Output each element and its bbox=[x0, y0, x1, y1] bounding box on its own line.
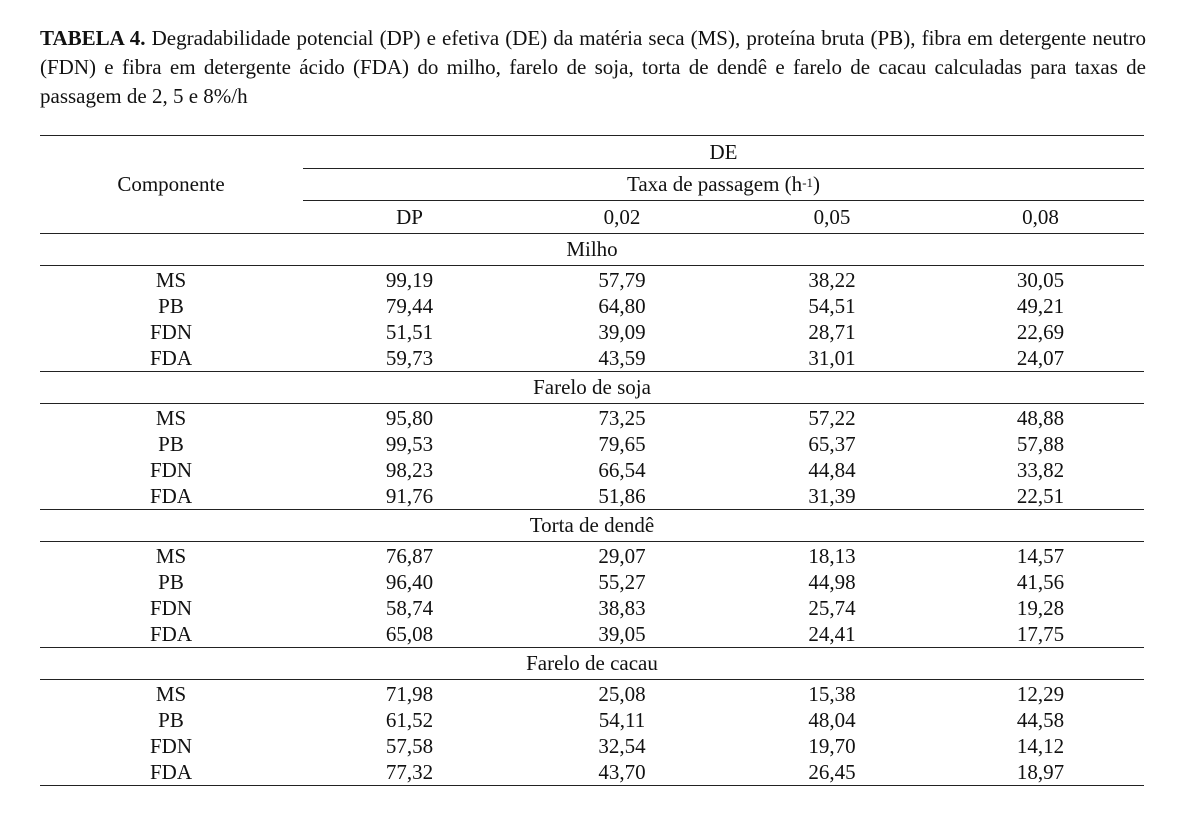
cell-rate-002: 32,54 bbox=[598, 733, 646, 758]
cell-dp: 77,32 bbox=[385, 759, 434, 784]
table-row bbox=[40, 543, 1144, 569]
cell-rate-005: 54,51 bbox=[808, 293, 856, 318]
table-row bbox=[40, 483, 1144, 509]
table-row bbox=[40, 595, 1144, 621]
cell-rate-002: 57,79 bbox=[598, 267, 646, 292]
cell-rate-005: 38,22 bbox=[808, 267, 856, 292]
cell-dp: 99,53 bbox=[385, 431, 434, 456]
cell-dp: 59,73 bbox=[385, 345, 434, 370]
cell-rate-005: 26,45 bbox=[808, 759, 856, 784]
cell-rate-005: 57,22 bbox=[808, 405, 856, 430]
rate-header bbox=[303, 169, 1144, 201]
group-rows bbox=[40, 680, 1144, 785]
cell-rate-002: 39,05 bbox=[598, 621, 646, 646]
cell-component: FDN bbox=[149, 319, 192, 344]
de-header: DE bbox=[303, 136, 1144, 169]
cell-component: FDA bbox=[149, 345, 192, 370]
cell-rate-008: 19,28 bbox=[1016, 595, 1065, 620]
table-row bbox=[40, 707, 1144, 733]
cell-dp: 61,52 bbox=[385, 707, 434, 732]
cell-component: MS bbox=[155, 681, 187, 706]
column-header-dp: DP bbox=[396, 204, 423, 229]
cell-component: PB bbox=[158, 431, 184, 456]
table-header bbox=[40, 136, 1144, 233]
cell-rate-008: 14,57 bbox=[1016, 543, 1065, 568]
cell-component: FDN bbox=[149, 733, 192, 758]
group-title: Milho bbox=[40, 233, 1144, 266]
group-title: Torta de dendê bbox=[40, 509, 1144, 542]
cell-dp: 71,98 bbox=[385, 681, 434, 706]
cell-dp: 51,51 bbox=[385, 319, 434, 344]
table-row bbox=[40, 457, 1144, 483]
cell-component: FDA bbox=[149, 759, 192, 784]
cell-dp: 79,44 bbox=[385, 293, 434, 318]
cell-rate-002: 79,65 bbox=[598, 431, 646, 456]
table-row bbox=[40, 293, 1144, 319]
table-row bbox=[40, 569, 1144, 595]
cell-rate-002: 51,86 bbox=[598, 483, 646, 508]
cell-dp: 98,23 bbox=[385, 457, 434, 482]
cell-rate-005: 25,74 bbox=[808, 595, 856, 620]
rate-header-text: Taxa de passagem (h bbox=[626, 172, 803, 196]
rate-header-sup: -1 bbox=[802, 174, 814, 190]
cell-rate-008: 12,29 bbox=[1016, 681, 1065, 706]
cell-rate-005: 44,98 bbox=[808, 569, 856, 594]
cell-component: FDA bbox=[149, 621, 192, 646]
cell-rate-008: 14,12 bbox=[1016, 733, 1065, 758]
cell-dp: 76,87 bbox=[385, 543, 434, 568]
caption-text: Degradabilidade potencial (DP) e efetiva (DE) da matéria seca (MS), proteína bruta (PB), fibra em detergente neutro (FDN) e fibra em detergente ácido (FDA) do milho, farelo de soja, torta de dendê e farelo de cacau calculadas para taxas de passagem de 2, 5 e 8%/h bbox=[40, 26, 1146, 108]
group-title: Farelo de soja bbox=[40, 371, 1144, 404]
cell-component: MS bbox=[155, 405, 187, 430]
group-rows bbox=[40, 266, 1144, 371]
component-header: Componente bbox=[117, 172, 225, 196]
column-header-rate-002: 0,02 bbox=[603, 204, 641, 229]
cell-dp: 58,74 bbox=[385, 595, 434, 620]
cell-rate-008: 30,05 bbox=[1016, 267, 1065, 292]
cell-rate-008: 22,69 bbox=[1016, 319, 1065, 344]
cell-rate-008: 33,82 bbox=[1016, 457, 1065, 482]
cell-rate-002: 25,08 bbox=[598, 681, 646, 706]
cell-rate-005: 19,70 bbox=[808, 733, 856, 758]
cell-component: PB bbox=[158, 293, 184, 318]
cell-rate-008: 18,97 bbox=[1016, 759, 1065, 784]
cell-rate-008: 49,21 bbox=[1016, 293, 1065, 318]
cell-dp: 95,80 bbox=[385, 405, 434, 430]
table-row bbox=[40, 681, 1144, 707]
cell-rate-005: 15,38 bbox=[808, 681, 856, 706]
cell-rate-005: 65,37 bbox=[808, 431, 856, 456]
cell-rate-005: 31,01 bbox=[808, 345, 856, 370]
cell-component: PB bbox=[158, 707, 184, 732]
cell-component: MS bbox=[155, 543, 187, 568]
cell-rate-002: 38,83 bbox=[598, 595, 646, 620]
cell-dp: 57,58 bbox=[385, 733, 434, 758]
cell-rate-008: 24,07 bbox=[1016, 345, 1065, 370]
cell-component: MS bbox=[155, 267, 187, 292]
cell-rate-002: 73,25 bbox=[598, 405, 646, 430]
cell-rate-002: 43,70 bbox=[598, 759, 646, 784]
cell-rate-005: 28,71 bbox=[808, 319, 856, 344]
cell-component: FDA bbox=[149, 483, 192, 508]
cell-rate-005: 24,41 bbox=[808, 621, 856, 646]
cell-rate-008: 17,75 bbox=[1016, 621, 1065, 646]
cell-rate-005: 44,84 bbox=[808, 457, 856, 482]
cell-rate-002: 66,54 bbox=[598, 457, 646, 482]
table-row bbox=[40, 267, 1144, 293]
group-rows bbox=[40, 404, 1144, 509]
cell-rate-002: 64,80 bbox=[598, 293, 646, 318]
column-header-rate-005: 0,05 bbox=[813, 204, 851, 229]
cell-component: FDN bbox=[149, 595, 192, 620]
table-row bbox=[40, 405, 1144, 431]
cell-rate-008: 57,88 bbox=[1016, 431, 1065, 456]
cell-rate-002: 55,27 bbox=[598, 569, 646, 594]
group-rows bbox=[40, 542, 1144, 647]
table-row bbox=[40, 319, 1144, 345]
table-body bbox=[40, 233, 1144, 785]
cell-dp: 96,40 bbox=[385, 569, 434, 594]
cell-rate-002: 29,07 bbox=[598, 543, 646, 568]
cell-dp: 65,08 bbox=[385, 621, 434, 646]
cell-rate-008: 48,88 bbox=[1016, 405, 1065, 430]
cell-rate-005: 31,39 bbox=[808, 483, 856, 508]
table-row bbox=[40, 345, 1144, 371]
cell-rate-008: 22,51 bbox=[1016, 483, 1065, 508]
cell-rate-002: 54,11 bbox=[598, 707, 646, 732]
cell-component: PB bbox=[158, 569, 184, 594]
cell-rate-005: 18,13 bbox=[808, 543, 856, 568]
table-row bbox=[40, 733, 1144, 759]
caption-label: TABELA 4. bbox=[40, 26, 146, 50]
table-caption bbox=[40, 24, 1146, 111]
column-header-rate-008: 0,08 bbox=[1022, 204, 1059, 229]
cell-rate-008: 44,58 bbox=[1016, 707, 1065, 732]
table-row bbox=[40, 759, 1144, 785]
table-row bbox=[40, 431, 1144, 457]
cell-component: FDN bbox=[149, 457, 192, 482]
cell-rate-008: 41,56 bbox=[1016, 569, 1065, 594]
cell-rate-002: 43,59 bbox=[598, 345, 646, 370]
table-row bbox=[40, 621, 1144, 647]
cell-dp: 91,76 bbox=[385, 483, 434, 508]
group-title: Farelo de cacau bbox=[40, 647, 1144, 680]
cell-dp: 99,19 bbox=[385, 267, 434, 292]
rate-header-close: ) bbox=[813, 172, 821, 196]
cell-rate-005: 48,04 bbox=[808, 707, 856, 732]
data-table bbox=[40, 135, 1144, 786]
column-headers bbox=[40, 201, 1144, 233]
cell-rate-002: 39,09 bbox=[598, 319, 646, 344]
